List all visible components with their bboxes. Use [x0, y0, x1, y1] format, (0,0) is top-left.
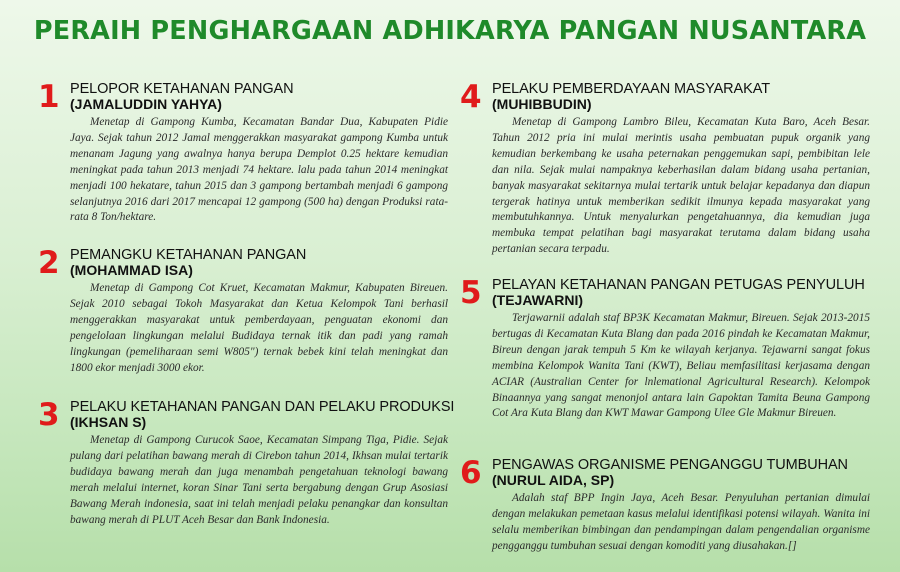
entry-heading: [70, 248, 448, 278]
entry-name: (MUHIBBUDIN): [492, 96, 592, 112]
entry-number: 6: [460, 455, 482, 491]
entry-number: 2: [38, 245, 60, 281]
entry-role: PENGAWAS ORGANISME PENGANGGU TUMBUHAN: [492, 457, 848, 473]
entry-role: PELAKU KETAHANAN PANGAN DAN PELAKU PRODUKSI: [70, 399, 455, 415]
entry-role: PELAKU PEMBERDAYAAN MASYARAKAT: [492, 81, 770, 97]
entry-name: (NURUL AIDA, SP): [492, 472, 615, 488]
entry-heading: [70, 82, 448, 112]
entry-heading: [492, 278, 870, 308]
entry-role: PELAYAN KETAHANAN PANGAN PETUGAS PENYULUH: [492, 277, 865, 293]
entry-name: (IKHSAN S): [70, 414, 147, 430]
entry-heading: [492, 82, 870, 112]
entry-description: Adalah staf BPP Ingin Jaya, Aceh Besar. Penyuluhan pertanian dimulai dengan melakukan pemetaan kasus melalui identifikasi potensi wilayah. Wanita ini selalu memberikan bimbingan dan pendampingan dalam pengendalian organisme pengganggu tumbuhan sesuai dengan komoditi yang diusahakan.[]: [492, 492, 870, 552]
entry-number: 1: [38, 79, 60, 115]
entry-description: Terjawarnii adalah staf BP3K Kecamatan Makmur, Bireuen. Sejak 2013-2015 bertugas di Kecamatan Kuta Blang dan pada 2016 pindah ke Kecamatan Makmur, Bireun dengan jarak tempuh 5 Km ke wilayah kerjanya. Tejawarni sangat fokus membina Kelompok Wanita Tani (KWT), Beliau memfasilitasi kerjasama dengan ACIAR (Australian Center for lnlemational Agricultural Research). Kelompok Binaannya yang sangat menonjol antara lain Gapoktan Tamita Beuna Gampong Cot Ara Kuta Blang dan KWT Mawar Gampong Ulee Gle Makmur Bireuen.: [492, 312, 870, 420]
entry-number: 5: [460, 275, 482, 311]
entry-heading: [70, 399, 455, 430]
entry-role: PELOPOR KETAHANAN PANGAN: [70, 81, 294, 97]
entry-name: (JAMALUDDIN YAHYA): [70, 96, 222, 112]
entry-description: Menetap di Gampong Kumba, Kecamatan Bandar Dua, Kabupaten Pidie Jaya. Sejak tahun 2012 Jamal menggerakkan masyarakat gampong Kumba untuk menanam Jagung yang awalnya hanya berupa Demplot 0.25 hektare kemudian meningkat pada tahun 2013 menjadi 74 hektare. lalu pada tahun 2014 meningkat menjadi 100 hekatare, tahun 2015 dan 3 gampong bertambah menjadi 6 gampong selanjutnya 2016 dari 2017 mencapai 12 gampong (500 ha) dengan Produksi rata-rata 8 Ton/hektare.: [70, 116, 448, 224]
entry-description: Menetap di Gampong Curucok Saoe, Kecamatan Simpang Tiga, Pidie. Sejak pulang dari pelatihan bawang merah di Cirebon tahun 2014, Ikhsan mulai tertarik budidaya bawang merah dan juga menambah pengetahuan teknologi bawang merah melalui internet, koran Sinar Tani serta bergabung dengan Grup Asosiasi Bawang Merah indonesia, saat ini telah menjadi pelaku penangkar dan konsultan bawang merah di PLUT Aceh Besar dan Bank Indonesia.: [70, 434, 448, 526]
entry-name: (MOHAMMAD ISA): [70, 262, 193, 278]
entry-description: Menetap di Gampong Cot Kruet, Kecamatan Makmur, Kabupaten Bireuen. Sejak 2010 sebagai Tokoh Masyarakat dan Ketua Kelompok Tani berhasil menggerakkan masyarakat untuk pemberdayaan, penguatan ekonomi dan pengelolaan lingkungan melalui Budidaya ternak itik dan padi yang ramah lingkungan (pemeliharaan semi W805") ternak bebek kini telah meningkat dan 1800 ekor menjadi 3000 ekor.: [70, 282, 448, 374]
entry-description: Menetap di Gampong Lambro Bileu, Kecamatan Kuta Baro, Aceh Besar. Tahun 2012 pria ini mulai merintis usaha pembuatan pupuk organik yang kemudian berkembang ke usaha peternakan penggemukan sapi, pembibitan lele dan nila. Sejak mulai nampaknya keberhasilan dalam bidang usaha pertanian, banyak masyarakat sekitarnya mulai tertarik untuk belajar kepadanya dan diapun tergerak hatinya untuk memberikan sedikit ilmunya kepada masyarakat yang membutuhkannya. Untuk menyalurkan pengetahuannya, dia kemudian juga membuka tempat pelatihan bagi masyarakat terutama dalam bidang usaha pertanian secara terpadu.: [492, 116, 870, 256]
page-title: PERAIH PENGHARGAAN ADHIKARYA PANGAN NUSANTARA: [33, 16, 867, 46]
entry-name: (TEJAWARNI): [492, 292, 583, 308]
entry-heading: [492, 458, 870, 488]
entry-number: 4: [460, 79, 482, 115]
entry-role: PEMANGKU KETAHANAN PANGAN: [70, 247, 307, 263]
entry-number: 3: [38, 397, 60, 433]
